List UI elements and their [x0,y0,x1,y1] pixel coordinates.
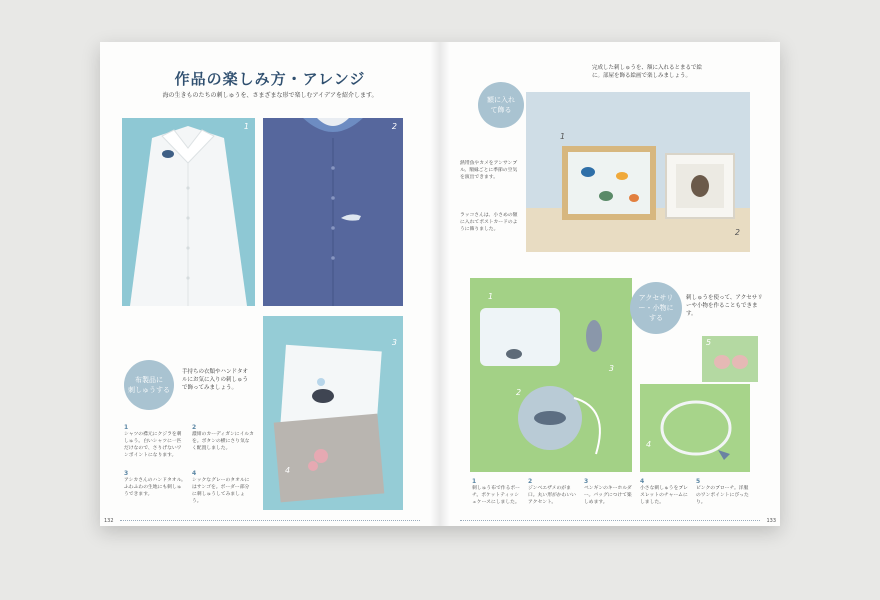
accessory-intro: 刺しゅうを使って、アクセサリーや小物を作ることもできます。 [686,295,763,317]
page-number: 133 [766,518,776,524]
section-badge-accessory [630,282,682,334]
photo-number: 4 [285,466,291,475]
pouch-illustration [470,278,632,472]
page-subtitle: 海の生きものたちの刺しゅうを、さまざまな形で楽しむアイデアを紹介します。 [162,92,378,99]
badge-line-2: 刺しゅうする [128,386,170,394]
caption-2: 2 濃紺のカーディガンにイルカを。ボタンの横にさり気なく配置しました。 [192,424,254,451]
caption-1: 1 シャツの襟元にクジラを刺しゅう。白いシャツに一匹だけなので、さりげないワンポイントになります。 [124,424,182,458]
photo-number: 2 [391,122,397,131]
frame-intro: 完成した刺しゅうを、額に入れるとまるで絵に。部屋を飾る絵画で楽しみましょう。 [592,65,702,79]
caption-4: 4 小さな刺しゅうをブレスレットのチャームにしました。 [640,478,688,505]
left-page [100,42,440,526]
photo-number: 4 [646,440,652,449]
badge-line-1: 布製品に [135,376,163,384]
photo-number: 1 [488,292,494,301]
photo-brooches [702,336,758,382]
photo-number: 1 [560,132,566,141]
page-number: 132 [104,518,114,524]
frames-illustration [526,92,750,252]
photo-number: 2 [734,228,740,237]
photo-framed-embroidery [526,92,750,252]
bracelet-illustration [640,384,750,472]
section-badge-frame [478,82,524,128]
caption-1: 1 刺しゅう布で作るポーチ。ポケットティッシュケースにしました。 [472,478,520,505]
section-badge-embroider [124,360,174,410]
wave-divider [120,520,420,523]
photo-number: 3 [391,338,397,347]
photo-number: 5 [706,338,712,347]
right-page [440,42,780,526]
badge-label: アクセサリー・小物にする [638,294,674,322]
cardigan-illustration [263,118,403,306]
caption-5: 5 ピンクのブローチ。洋服のワンポイントにぴったり。 [696,478,749,505]
towels-illustration [263,316,403,510]
badge-label: 額に入れて飾る [487,96,515,114]
magazine-spread [100,42,780,526]
frame-note-2: ラッコさんは、小さめの額に入れてポストカードのように飾りました。 [460,213,518,232]
spine-shadow [430,42,450,526]
photo-white-shirt [122,118,255,306]
section-note: 手持ちの衣類やハンドタオルにお気に入りの刺しゅうで飾ってみましょう。 [182,369,249,391]
page-title: 作品の楽しみ方・アレンジ [174,70,366,88]
photo-number: 2 [516,388,522,397]
caption-2: 2 ジンベエザメのがま口。丸い形がかわいいアクセント。 [528,478,576,505]
photo-hand-towels [263,316,403,510]
caption-4: 4 シックなグレーのタオルにはサンゴを。ボーダー部分に刺しゅうしてみましょう。 [192,470,250,504]
wave-divider [460,520,760,523]
photo-number: 3 [608,364,614,373]
photo-navy-cardigan [263,118,403,306]
shirt-illustration [122,118,255,306]
photo-bracelet [640,384,750,472]
photo-number: 1 [243,122,249,131]
frame-note-1: 熱帯魚やカメをアンサンブル。額縁ごとに季節の空気を演出できます。 [460,161,518,180]
photo-accessories [470,278,632,472]
caption-3: 3 アシカさんのハンドタオル。ふわふわの生地にも刺しゅうできます。 [124,470,186,497]
caption-3: 3 ペンギンのキーホルダー。バッグにつけて楽しめます。 [584,478,632,505]
